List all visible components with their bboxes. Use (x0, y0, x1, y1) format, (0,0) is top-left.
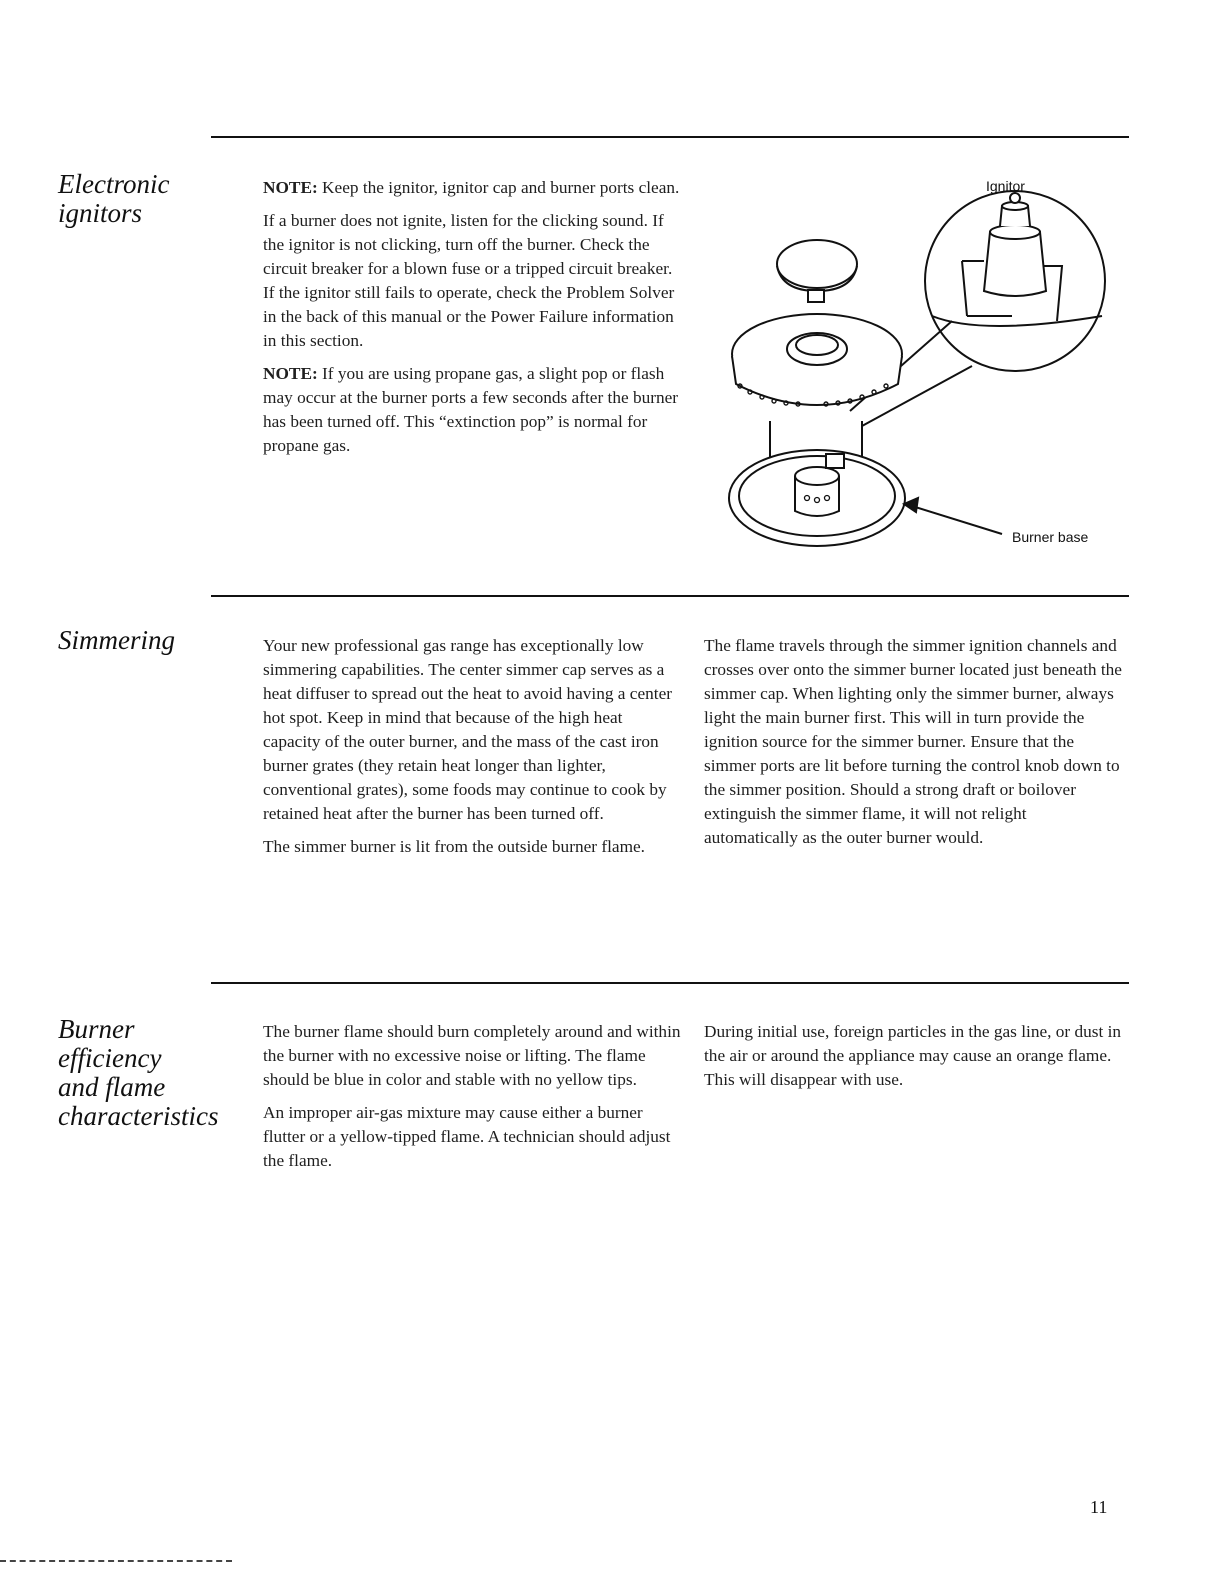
heading-line: and flame (58, 1072, 166, 1102)
label-burner-base: Burner base (1012, 529, 1089, 545)
simmering-right-column (704, 634, 1122, 859)
note-text: Keep the ignitor, ignitor cap and burner ports clean. (317, 178, 680, 197)
efficiency-left-column (263, 1020, 681, 1182)
page-number: 11 (1090, 1497, 1108, 1517)
burner-diagram (722, 176, 1122, 556)
burner-diagram-illustration (722, 176, 1122, 556)
heading-line: efficiency (58, 1043, 162, 1073)
section-divider-efficiency (211, 982, 1129, 984)
heading-line: Burner (58, 1014, 135, 1044)
ignitors-paragraph: If a burner does not ignite, listen for the clicking sound. If the ignitor is not clicking, turn off the burner. Check the circuit breaker for a blown fuse or a tripped circuit breaker. If the ignitor still fails to operate, check the Problem Solver in the back of this manual or the Power Failure information in this section. (263, 211, 675, 350)
heading-line: characteristics (58, 1101, 219, 1131)
label-ignitor: Ignitor (986, 178, 1025, 194)
footer-scan-mark (0, 1560, 232, 1562)
note-label: NOTE: (263, 178, 318, 197)
heading-burner-efficiency (58, 1015, 228, 1131)
ignitors-note-2 (263, 362, 683, 458)
simmering-left-column (263, 634, 681, 868)
efficiency-right-paragraph-1: During initial use, foreign particles in the gas line, or dust in the air or around the appliance may cause an orange flame. This will disappear with use. (704, 1022, 1122, 1089)
ignitors-text (263, 176, 683, 467)
heading-electronic-ignitors: Electronic ignitors (58, 169, 170, 228)
section-divider-top (211, 136, 1129, 138)
ignitors-note-1 (263, 176, 683, 200)
note-label: NOTE: (263, 364, 318, 383)
note-text: If you are using propane gas, a slight pop or flash may occur at the burner ports a few seconds after the burner has been turned off. This “extinction pop” is normal for propane gas. (263, 364, 679, 455)
efficiency-left-paragraph-1: The burner flame should burn completely around and within the burner with no excessive noise or lifting. The flame should be blue in color and stable with no yellow tips. (263, 1022, 681, 1089)
simmering-left-paragraph-2: The simmer burner is lit from the outside burner flame. (263, 837, 646, 856)
efficiency-right-column (704, 1020, 1122, 1101)
efficiency-left-paragraph-2: An improper air-gas mixture may cause either a burner flutter or a yellow-tipped flame. A technician should adjust the flame. (263, 1103, 671, 1170)
heading-simmering: Simmering (58, 625, 175, 655)
simmering-left-paragraph-1: Your new professional gas range has exceptionally low simmering capabilities. The center simmer cap serves as a heat diffuser to spread out the heat to avoid having a center hot spot. Keep in mind that because of the high heat capacity of the outer burner, and the mass of the cast iron burner grates (they retain heat longer than lighter, conventional grates), some foods may continue to cook by retained heat after the burner has been turned off. (263, 636, 673, 823)
section-divider-simmering (211, 595, 1129, 597)
simmering-right-paragraph-1: The flame travels through the simmer ignition channels and crosses over onto the simmer burner located just beneath the simmer cap. When lighting only the simmer burner, always light the main burner first. This will in turn provide the ignition source for the simmer burner. Ensure that the simmer ports are lit before turning the control knob down to the simmer position. Should a strong draft or boilover extinguish the simmer flame, it will not relight automatically as the outer burner would. (704, 636, 1122, 847)
